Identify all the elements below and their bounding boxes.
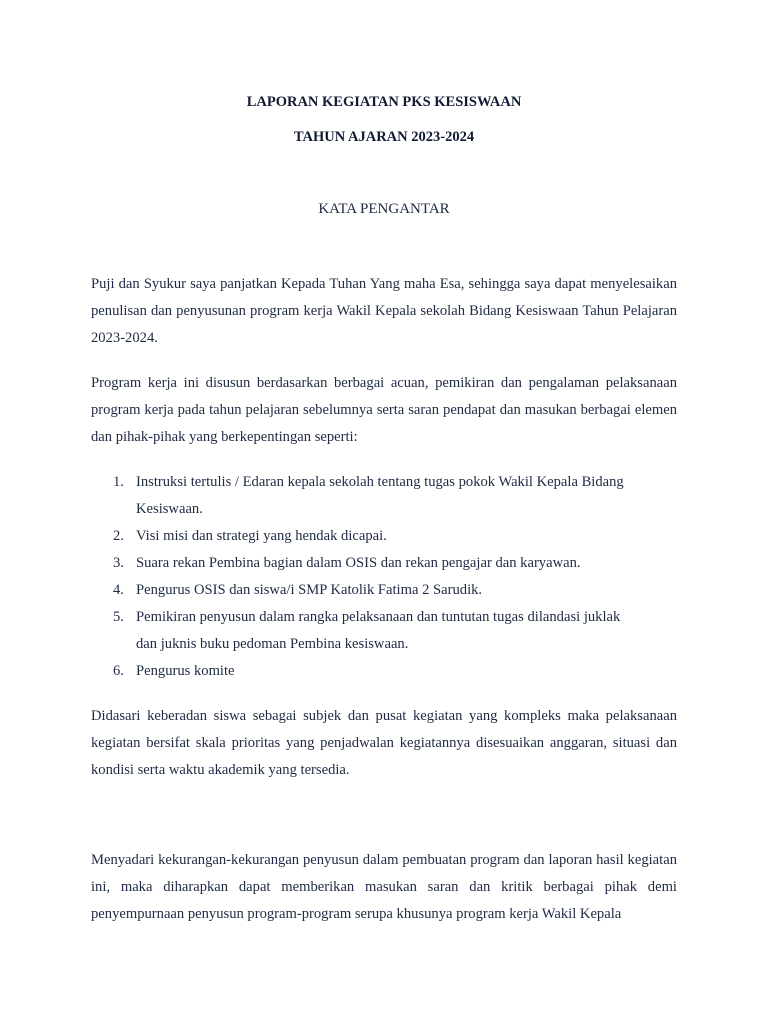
paragraph-4: Menyadari kekurangan-kekurangan penyusun dalam pembuatan program dan laporan hasil kegiatan ini, maka diharapkan dapat memberikan masukan saran dan kritik berbagai pihak demi penyempurnaan penyusun program-program serupa khusunya program kerja Wakil Kepala — [91, 852, 677, 922]
list-item-text: Instruksi tertulis / Edaran kepala sekolah tentang tugas pokok Wakil Kepala Bidang Kesiswaan. — [136, 474, 624, 517]
reference-list — [91, 469, 677, 685]
list-item-text: Visi misi dan strategi yang hendak dicapai. — [136, 528, 387, 544]
list-item-number: 4. — [113, 582, 124, 598]
list-item — [91, 469, 677, 523]
paragraph-1: Puji dan Syukur saya panjatkan Kepada Tuhan Yang maha Esa, sehingga saya dapat menyelesaikan penulisan dan penyusunan program kerja Wakil Kepala sekolah Bidang Kesiswaan Tahun Pelajaran 2023-2024. — [91, 276, 677, 346]
list-item-number: 5. — [113, 609, 124, 625]
paragraph-3: Didasari keberadan siswa sebagai subjek dan pusat kegiatan yang kompleks maka pelaksanaan kegiatan bersifat skala prioritas yang penjadwalan kegiatannya disesuaikan anggaran, situasi dan kondisi serta waktu akademik yang tersedia. — [91, 708, 677, 778]
document-title: LAPORAN KEGIATAN PKS KESISWAAN — [246, 94, 522, 110]
list-item-number: 2. — [113, 528, 124, 544]
section-heading: KATA PENGANTAR — [318, 201, 450, 217]
list-item-number: 6. — [113, 663, 124, 679]
list-item-text: Suara rekan Pembina bagian dalam OSIS dan rekan pengajar dan karyawan. — [136, 555, 581, 571]
paragraph-2: Program kerja ini disusun berdasarkan berbagai acuan, pemikiran dan pengalaman pelaksanaan program kerja pada tahun pelajaran sebelumnya serta saran pendapat dan masukan berbagai elemen dan pihak-pihak yang berkepentingan seperti: — [91, 375, 677, 445]
list-item-text: Pemikiran penyusun dalam rangka pelaksanaan dan tuntutan tugas dilandasi juklak dan juknis buku pedoman Pembina kesiswaan. — [136, 609, 621, 652]
list-item-text: Pengurus komite — [136, 663, 235, 679]
list-item — [91, 523, 677, 550]
document-content — [91, 92, 677, 928]
list-item-text: Pengurus OSIS dan siswa/i SMP Katolik Fatima 2 Sarudik. — [136, 582, 483, 598]
list-item — [91, 658, 677, 685]
list-item-number: 1. — [113, 474, 124, 490]
list-item — [91, 604, 677, 658]
list-item — [91, 577, 677, 604]
document-subtitle: TAHUN AJARAN 2023-2024 — [293, 129, 475, 145]
list-item-number: 3. — [113, 555, 124, 571]
list-item — [91, 550, 677, 577]
